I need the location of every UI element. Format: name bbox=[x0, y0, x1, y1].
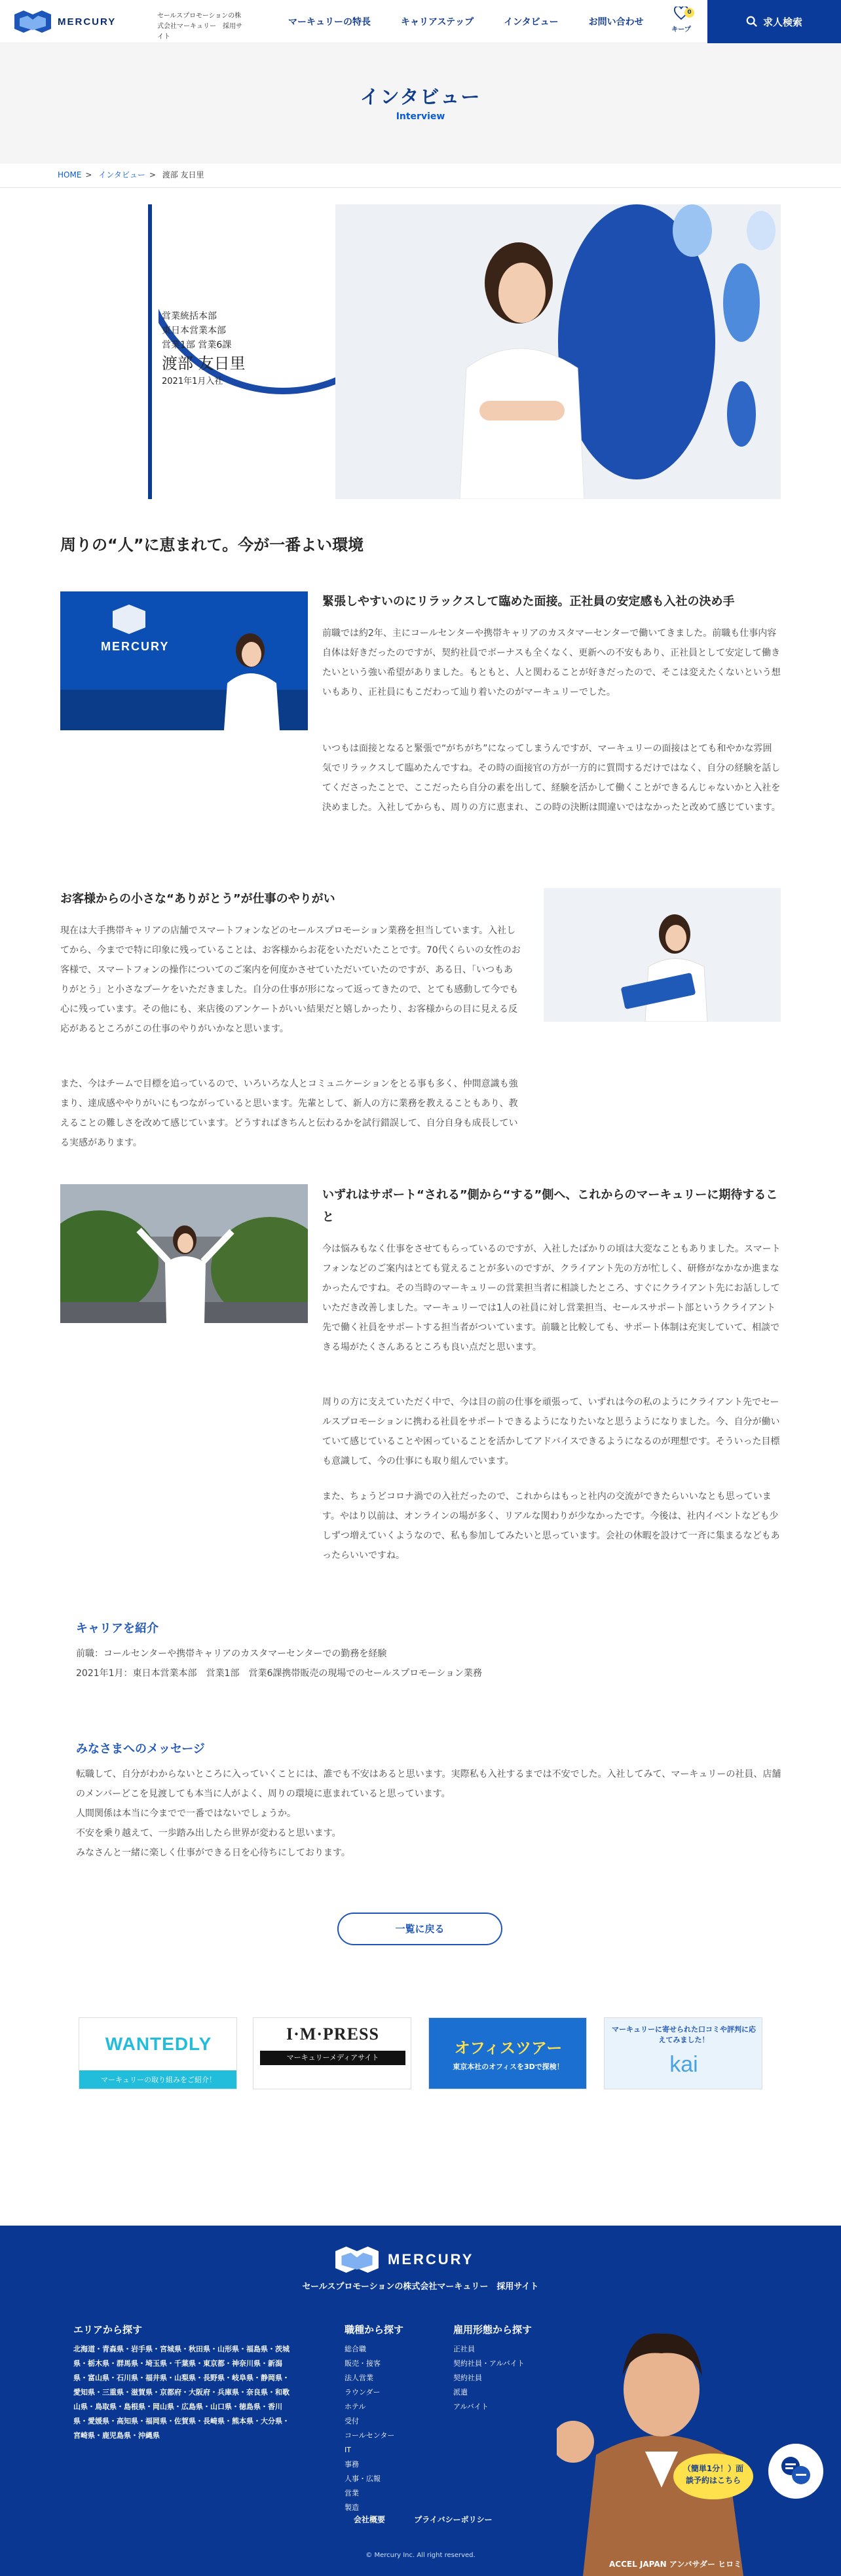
footer-area-heading: エリアから探す bbox=[73, 2324, 143, 2336]
career-line: 前職：コールセンターや携帯キャリアのカスタマーセンターでの勤務を経験 bbox=[76, 1649, 387, 1659]
message-line: みなさんと一緒に楽しく仕事ができる日を心待ちにしております。 bbox=[76, 1848, 350, 1858]
footer-job-link[interactable]: 受付 bbox=[345, 2417, 359, 2425]
breadcrumb bbox=[58, 169, 208, 180]
breadcrumb-current: 渡部 友日里 bbox=[162, 170, 204, 179]
section1-heading: 緊張しやすいのにリラックスして臨めた面接。正社員の安定感も入社の決め手 bbox=[322, 595, 735, 608]
chat-button[interactable] bbox=[766, 2442, 825, 2501]
message-line: 人間関係は本当に今までで一番ではないでしょうか。 bbox=[76, 1808, 296, 1819]
banner-title: オフィスツアー bbox=[454, 2039, 563, 2057]
svg-text:MERCURY: MERCURY bbox=[101, 640, 170, 653]
mercury-logo-icon bbox=[334, 2247, 380, 2273]
footer-area-list[interactable]: 北海道・青森県・岩手県・宮城県・秋田県・山形県・福島県・茨城県・栃木県・群馬県・埼玉県・千葉県・東京都・神奈川県・新潟県・富山県・石川県・福井県・山梨県・長野県・岐阜県・静岡県・愛知県・三重県・滋賀県・京都府・大阪府・兵庫県・奈良県・和歌山県・鳥取県・島根県・岡山県・広島県・山口県・徳島県・香川県・愛媛県・高知県・福岡県・佐賀県・長崎県・熊本県・大分県・宮崎県・鹿児島県・沖縄県 bbox=[73, 2345, 290, 2440]
nav-contact[interactable]: お問い合わせ bbox=[588, 17, 644, 28]
section3-paragraph: 周りの方に支えていただく中で、今は目の前の仕事を頑張って、いずれは今の私のようにクライアント先でセールスプロモーションに携わる社員をサポートできるようになりたいなと思うようになりました。今、自分が働いていて感じていることや困っていることを活かしてアドバイスできるようになるのが理想です。そういった目標も意識して、今の仕事にも取り組んでいます。 bbox=[322, 1397, 780, 1466]
job-search-button[interactable] bbox=[707, 0, 841, 43]
main-visual-accent-bar bbox=[148, 204, 152, 499]
logo-subtitle: セールスプロモーションの株式会社マーキュリー 採用サイト bbox=[157, 12, 242, 41]
keep-button[interactable] bbox=[668, 7, 694, 33]
nav-interview[interactable]: インタビュー bbox=[504, 17, 559, 28]
footer-job-link[interactable]: 販売・接客 bbox=[345, 2359, 381, 2368]
section1-photo bbox=[60, 591, 308, 730]
site-footer bbox=[0, 2226, 841, 2576]
footer-links bbox=[354, 2514, 493, 2525]
section3-heading: いずれはサポート“される”側から“する”側へ、これからのマーキュリーに期待すること bbox=[322, 1188, 778, 1224]
section3-paragraph: また、ちょうどコロナ渦での入社だったので、これからはもっと社内の交流ができたらいいなとも思っています。やはり以前は、オンラインの場が多く、リアルな関わりが少なかったです。今後は、社内イベントなども少しずつ増えていくようなので、私も参加してみたいと思っています。会社の休暇を設けて一斉に集まるなどもあったらいいですね。 bbox=[322, 1491, 780, 1561]
banner-subtitle: マーキュリーの取り組みをご紹介！ bbox=[79, 2070, 237, 2089]
career-heading: キャリアを紹介 bbox=[76, 1622, 159, 1635]
site-logo[interactable] bbox=[14, 10, 116, 33]
banner-title: kai bbox=[669, 2052, 698, 2077]
footer-job-link[interactable]: ラウンダー bbox=[345, 2388, 381, 2397]
office-photo bbox=[60, 591, 308, 730]
profile-team: 営業1部 営業6課 bbox=[162, 340, 232, 350]
impress-banner[interactable] bbox=[253, 2017, 411, 2089]
footer-type-list bbox=[453, 2342, 525, 2414]
footer-job-link[interactable]: 製造 bbox=[345, 2503, 359, 2512]
section3-photo bbox=[60, 1184, 308, 1323]
breadcrumb-interview[interactable]: インタビュー bbox=[98, 170, 145, 179]
footer-type-link[interactable]: アルバイト bbox=[453, 2402, 489, 2411]
page-title: インタビュー bbox=[360, 86, 481, 108]
mercury-logo-icon bbox=[14, 10, 51, 33]
outdoor-photo bbox=[60, 1184, 308, 1323]
breadcrumb-separator: > bbox=[149, 170, 156, 179]
section2-paragraph: また、今はチームで目標を追っているので、いろいろな人とコミュニケーションをとる事も多く、仲間意識も強まり、達成感ややりがいにもつながっていると思います。先輩として、新人の方に業務を教えることもあり、教えることの難しさを改めて感じています。どうすればきちんと伝わるかを試行錯誤して、自分自身も成長している実感があります。 bbox=[60, 1079, 518, 1148]
search-icon bbox=[746, 16, 758, 28]
section1-paragraph: いつもは面接となると緊張で“がちがち”になってしまうんですが、マーキュリーの面接はとても和やかな雰囲気でリラックスして臨めたんですね。その時の面接官の方が一方的に質問するだけではなく、自分の経験を話してくださったことで、ここだったら自分の素を出して、経験を活かして働くことができるんじゃないかと入社を決めました。入社してからも、周りの方に恵まれ、この時の決断は間違いではなかったと改めて感じています。 bbox=[322, 743, 781, 813]
ambassador-photo bbox=[557, 2271, 766, 2576]
logo-text: MERCURY bbox=[58, 16, 117, 28]
message-line: 不安を乗り越えて、一歩踏み出したら世界が変わると思います。 bbox=[76, 1828, 341, 1839]
footer-logo[interactable] bbox=[334, 2247, 474, 2273]
footer-job-link[interactable]: 法人営業 bbox=[345, 2374, 373, 2382]
message-heading: みなさまへのメッセージ bbox=[76, 1742, 205, 1756]
interview-booking-bubble[interactable]: （簡単1分！）面談予約はこちら bbox=[673, 2454, 753, 2499]
footer-tagline: セールスプロモーションの株式会社マーキュリー 採用サイト bbox=[302, 2282, 539, 2292]
profile-block bbox=[162, 309, 246, 389]
main-visual bbox=[60, 204, 781, 499]
footer-job-link[interactable]: コールセンター bbox=[345, 2431, 395, 2440]
page-hero bbox=[0, 43, 841, 164]
section3-paragraph: 今は悩みもなく仕事をさせてもらっているのですが、入社したばかりの頃は大変なこともありました。スマートフォンなどのご案内はとても覚えることが多いのですが、クライアント先の方が忙しく、研修がなかなか進まなかったんですね。その当時のマーキュリーの営業担当者に相談したところ、すぐにクライアント先にお話ししていただき改善しました。マーキュリーでは1人の社員に対し営業担当、セールスサポート部というクライアント先で働く社員をサポートする担当者がついています。前職と比較しても、サポート体制は充実していて、相談できる場がたくさんあるところも良い点だと思います。 bbox=[322, 1244, 781, 1353]
page-subtitle: Interview bbox=[396, 111, 445, 122]
interview-headline: 周りの“人”に恵まれて。今が一番よい環境 bbox=[60, 536, 364, 554]
footer-job-link[interactable]: ホテル bbox=[345, 2402, 366, 2411]
section2-heading: お客様からの小さな“ありがとう”が仕事のやりがい bbox=[60, 892, 335, 906]
ambassador-caption: ACCEL JAPAN アンバサダー ヒロミ bbox=[609, 2560, 742, 2569]
section2-paragraph: 現在は大手携帯キャリアの店舗でスマートフォンなどのセールスプロモーション業務を担当しています。入社してから、今までで特に印象に残っていることは、お客様からお花をいただいたことです。70代くらいの女性のお客様で、スマートフォンの操作についてのご案内を何度かさせていただいていたのですが、ある日、「いつもありがとう」と小さなブーケをいただきました。自分の仕事が形になって返ってきたので、とても感動して今でも心に残っています。その他にも、来店後のアンケートがいい結果だと嬉しかったり、お客様からの目に見える反応があるところがこの仕事のやりがいかなと思います。 bbox=[60, 925, 521, 1034]
section1-paragraph: 前職では約2年、主にコールセンターや携帯キャリアのカスタマーセンターで働いてきました。前職も仕事内容自体は好きだったのですが、契約社員でボーナスも全くなく、更新への不安もあり、正社員として安定して働きたいという強い希望がありました。もともと、人と関わることが好きだったので、そこは変えたくないという想いもあり、正社員にもこだわって辿り着いたのがマーキュリーでした。 bbox=[322, 628, 781, 698]
banner-subtitle: マーキュリーに寄せられた口コミや評判に応えてみました！ bbox=[612, 2025, 756, 2044]
banner-subtitle: マーキュリーメディアサイト bbox=[260, 2051, 405, 2065]
career-line: 2021年1月：東日本営業本部 営業1部 営業6課携帯販売の現場でのセールスプロモーション業務 bbox=[76, 1668, 482, 1679]
store-photo bbox=[544, 888, 781, 1022]
wantedly-banner[interactable] bbox=[79, 2017, 237, 2089]
footer-type-heading: 雇用形態から探す bbox=[453, 2324, 533, 2336]
keep-label: キープ bbox=[671, 26, 691, 33]
profile-division: 営業統括本部 bbox=[162, 311, 217, 322]
footer-type-link[interactable]: 正社員 bbox=[453, 2345, 475, 2353]
banner-title: I·M·PRESS bbox=[286, 2025, 379, 2044]
footer-logo-text: MERCURY bbox=[388, 2251, 474, 2268]
profile-department: 東日本営業本部 bbox=[162, 326, 226, 336]
main-nav bbox=[288, 0, 674, 43]
footer-job-link[interactable]: 人事・広報 bbox=[345, 2474, 381, 2483]
footer-type-link[interactable]: 派遣 bbox=[453, 2388, 468, 2397]
profile-name: 渡部 友日里 bbox=[162, 354, 246, 373]
chat-icon bbox=[776, 2452, 815, 2491]
divider bbox=[0, 187, 841, 188]
site-header bbox=[0, 0, 841, 43]
banner-title: WANTEDLY bbox=[105, 2034, 212, 2054]
footer-job-link[interactable]: 事務 bbox=[345, 2460, 359, 2469]
section2-photo bbox=[544, 888, 781, 1022]
footer-privacy-link[interactable]: プライバシーポリシー bbox=[414, 2515, 493, 2524]
footer-job-list bbox=[345, 2342, 394, 2515]
office-tour-banner[interactable] bbox=[428, 2017, 587, 2089]
footer-company-link[interactable]: 会社概要 bbox=[354, 2515, 386, 2524]
footer-type-link[interactable]: 契約社員 bbox=[453, 2374, 482, 2382]
banner-subtitle: 東京本社のオフィスを3Dで探検！ bbox=[453, 2063, 564, 2071]
footer-job-link[interactable]: IT bbox=[345, 2446, 351, 2454]
footer-job-link[interactable]: 総合職 bbox=[345, 2345, 366, 2353]
message-line: 転職して、自分がわからないところに入っていくことには、誰でも不安はあると思います。実際私も入社するまでは不安でした。入社してみて、マーキュリーの社員、店舗のメンバーどこを見渡しても本当に人がよく、周りの環境に恵まれていると思っています。 bbox=[76, 1769, 781, 1799]
copyright: © Mercury Inc. All right reserved. bbox=[365, 2552, 476, 2559]
job-search-label: 求人検索 bbox=[762, 16, 802, 28]
nav-features[interactable]: マーキュリーの特長 bbox=[288, 17, 371, 28]
breadcrumb-separator: > bbox=[85, 170, 92, 179]
nav-career-step[interactable]: キャリアステップ bbox=[401, 17, 474, 28]
footer-job-link[interactable]: 営業 bbox=[345, 2489, 359, 2497]
breadcrumb-home[interactable]: HOME bbox=[58, 170, 82, 179]
keep-count-badge: 0 bbox=[684, 8, 694, 18]
footer-type-link[interactable]: 契約社員・アルバイト bbox=[453, 2359, 525, 2368]
kai-banner[interactable] bbox=[604, 2017, 762, 2089]
profile-joined: 2021年1月入社 bbox=[162, 377, 223, 386]
footer-job-heading: 職種から探す bbox=[345, 2324, 404, 2336]
back-to-list-button[interactable]: 一覧に戻る bbox=[337, 1913, 502, 1945]
